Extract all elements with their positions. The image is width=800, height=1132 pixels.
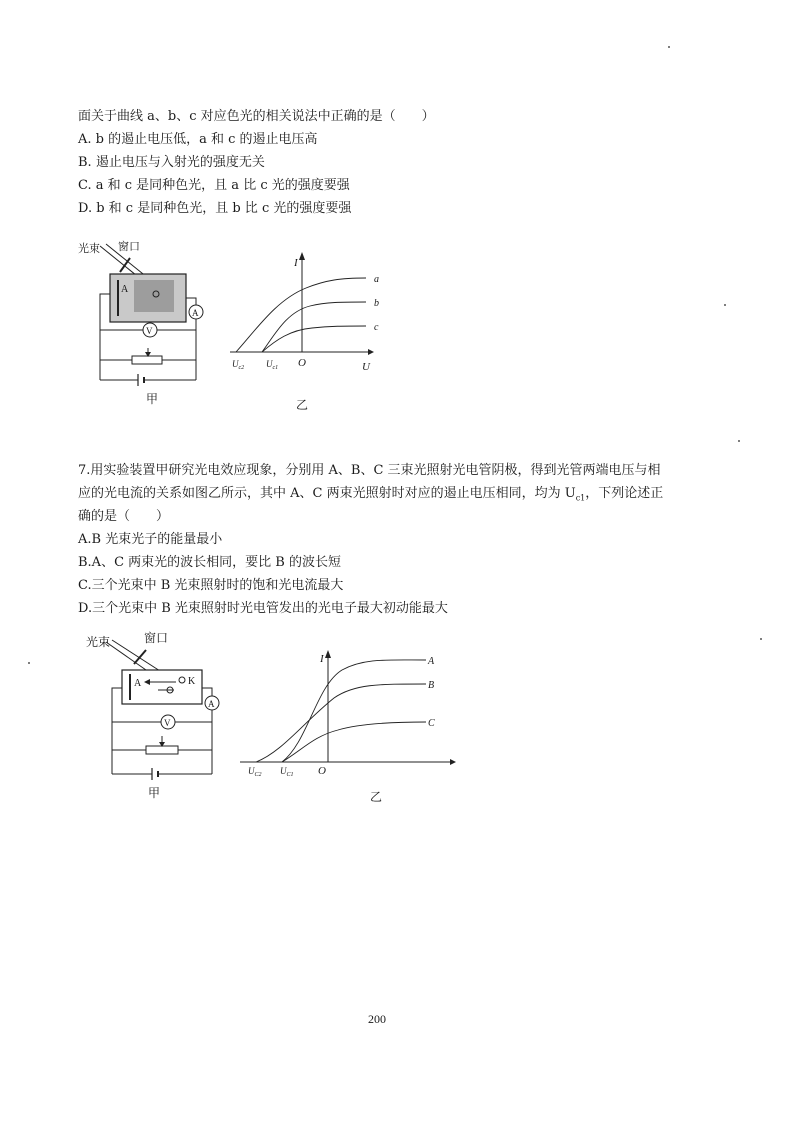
q6-uc2-label: U: [232, 359, 239, 369]
svg-text:Uc2: [232, 359, 244, 371]
q6-anode-label: A: [121, 284, 129, 295]
q7-curve-b-label: B: [428, 680, 435, 691]
q7-option-b: B.A、C 两束光的波长相同，要比 B 的波长短: [78, 555, 341, 570]
scan-speck: [668, 46, 670, 48]
scan-speck: [724, 304, 726, 306]
q7-fig-yi-caption: 乙: [370, 790, 383, 804]
q7-y-axis-label: I: [320, 653, 324, 665]
q6-origin-label: O: [298, 357, 306, 369]
q7-curve-b: [256, 684, 426, 762]
q7-circuit-diagram: [82, 628, 232, 798]
q7-iu-graph: [238, 646, 468, 776]
q6-curve-b: [262, 302, 366, 352]
q7-option-a: A.B 光束光子的能量最小: [78, 532, 223, 547]
q7-curve-c-label: C: [428, 718, 435, 729]
q6-fig-jia-caption: 甲: [146, 392, 159, 406]
scan-speck: [28, 662, 30, 664]
q6-curve-a-label: a: [374, 274, 379, 285]
q7-cathode-label: K: [188, 676, 196, 687]
q7-stem-line-2-text: 应的光电流的关系如图乙所示，其中 A、C 两束光照射时对应的遏止电压相同，均为 U: [78, 486, 576, 501]
q7-stem-line-2-sub: c1: [575, 493, 586, 503]
q6-voltmeter-label: V: [146, 326, 153, 336]
svg-text:UC1: [280, 766, 294, 778]
q6-beam-label: 光束: [78, 243, 100, 255]
q7-option-c: C.三个光束中 B 光束照射时的饱和光电流最大: [78, 578, 344, 593]
q6-circuit-diagram: [72, 236, 222, 416]
q7-anode-label: A: [134, 678, 142, 689]
page-number: 200: [368, 1012, 386, 1026]
q7-voltmeter-label: V: [164, 718, 171, 728]
q6-uc2-sub: c2: [238, 365, 245, 371]
q7-uc1-sub: C1: [286, 772, 294, 778]
scan-speck: [760, 638, 762, 640]
q6-window-label: 窗口: [118, 241, 140, 253]
svg-text:Uc1: [266, 359, 278, 371]
q6-y-axis-label: I: [294, 257, 298, 269]
q7-uc2-label: U: [248, 766, 255, 776]
q6-curve-c-label: c: [374, 322, 379, 333]
q6-ammeter-label: A: [192, 308, 199, 318]
q6-stem: 面关于曲线 a、b、c 对应色光的相关说法中正确的是（ ）: [78, 109, 435, 124]
svg-text:UC2: [248, 766, 262, 778]
q7-window-label: 窗口: [144, 631, 169, 645]
q6-uc1-sub: c1: [272, 365, 279, 371]
q7-stem-line-2-tail: ，下列论述正: [585, 486, 664, 501]
q6-option-c: C. a 和 c 是同种色光，且 a 比 c 光的强度要强: [78, 178, 350, 193]
q7-uc2-sub: C2: [254, 772, 262, 778]
q7-curve-a-label: A: [428, 656, 435, 667]
q7-origin-label: O: [318, 765, 326, 777]
q7-option-d: D.三个光束中 B 光束照射时光电管发出的光电子最大初动能最大: [78, 601, 448, 616]
q6-x-axis-label: U: [362, 361, 370, 373]
q6-option-a: A. b 的遏止电压低，a 和 c 的遏止电压高: [78, 132, 318, 147]
q7-beam-label: 光束: [86, 635, 111, 649]
q7-curve-c: [282, 722, 426, 762]
q7-fig-jia-caption: 甲: [148, 786, 161, 800]
q6-fig-yi-caption: 乙: [296, 398, 309, 412]
q6-curve-b-label: b: [374, 298, 379, 309]
q7-uc1-label: U: [280, 766, 287, 776]
q6-option-d: D. b 和 c 是同种色光，且 b 比 c 光的强度要强: [78, 201, 352, 216]
q7-ammeter-label: A: [208, 699, 215, 709]
q6-iu-graph: [226, 250, 386, 380]
scan-speck: [738, 440, 740, 442]
q6-uc1-label: U: [266, 359, 273, 369]
q6-option-b: B. 遏止电压与入射光的强度无关: [78, 155, 265, 170]
q7-stem-line-1: 7.用实验装置甲研究光电效应现象，分别用 A、B、C 三束光照射光电管阴极，得到光管两端电压与相: [78, 463, 661, 478]
q7-stem-line-3: 确的是（ ）: [78, 509, 170, 524]
q6-curve-a: [236, 278, 366, 352]
